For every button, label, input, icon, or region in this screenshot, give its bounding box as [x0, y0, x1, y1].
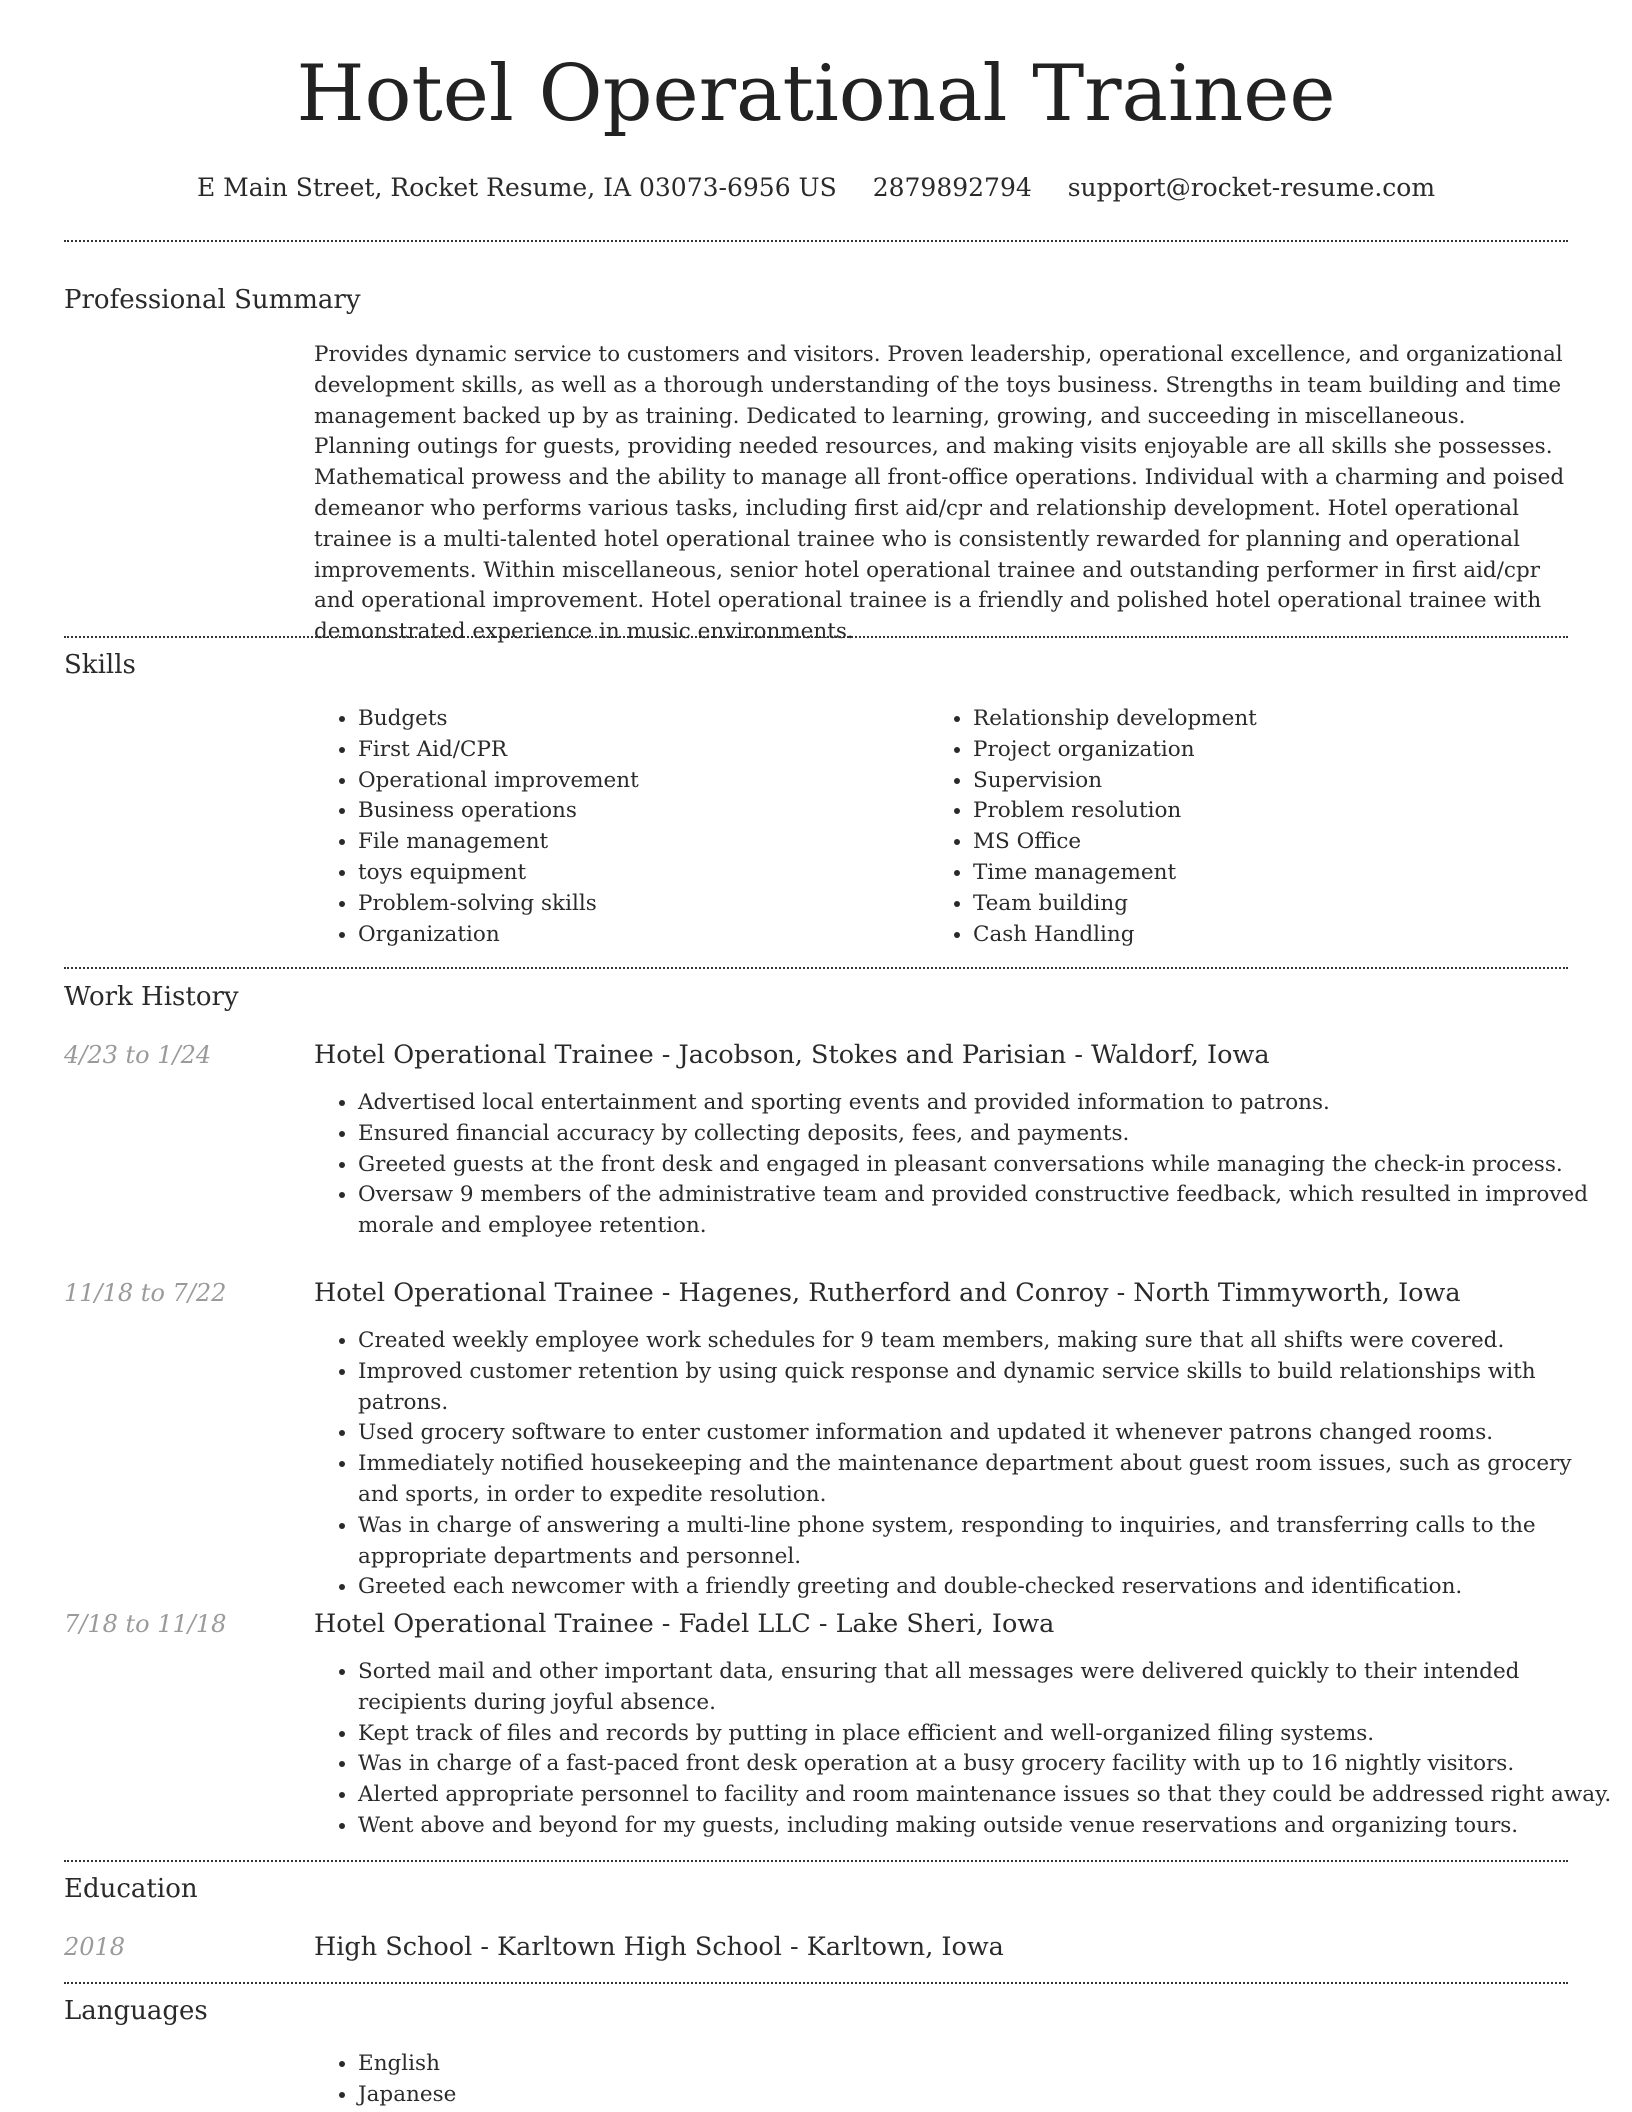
skill-item: • Problem resolution — [973, 796, 1533, 827]
job-bullets — [314, 1326, 1612, 1603]
languages-list — [314, 2049, 1612, 2111]
education-year: 2018 — [64, 1933, 126, 1961]
skill-item: • Operational improvement — [358, 766, 918, 797]
job-bullet: • Greeted each newcomer with a friendly greeting and double-checked reservations and identification. — [358, 1572, 1612, 1603]
education-title: High School - Karltown High School - Karltown, Iowa — [314, 1932, 1004, 1962]
section-divider — [64, 1982, 1568, 1984]
job-bullet: • Created weekly employee work schedules for 9 team members, making sure that all shifts were covered. — [358, 1326, 1612, 1357]
job-bullet: • Ensured financial accuracy by collecting deposits, fees, and payments. — [358, 1119, 1612, 1150]
job-bullets — [314, 1657, 1612, 1842]
resume-title: Hotel Operational Trainee — [296, 49, 1336, 139]
section-divider — [64, 636, 1568, 638]
summary-text: Provides dynamic service to customers and visitors. Proven leadership, operational excellence, and organizational development skills, as well as a thorough understanding of the toys business. Strengths in team building and time management backed up by as training. Dedicated to learning, growing, and succeeding in miscellaneous. Planning outings for guests, providing needed resources, and making visits enjoyable are all skills she possesses. Mathematical prowess and the ability to manage all front-office operations. Individual with a charming and poised demeanor who performs various tasks, including first aid/cpr and relationship development. Hotel operational trainee is a multi-talented hotel operational trainee who is consistently rewarded for planning and operational improvements. Within miscellaneous, senior hotel operational trainee and outstanding performer in first aid/cpr and operational improvement. Hotel operational trainee is a friendly and polished hotel operational trainee with demonstrated experience in music environments. — [314, 342, 1565, 645]
languages-heading: Languages — [64, 1996, 208, 2026]
contact-phone: 2879892794 — [872, 173, 1032, 202]
language-item: • Japanese — [358, 2080, 1612, 2111]
skill-item: • Organization — [358, 920, 918, 951]
language-item: • English — [358, 2049, 1612, 2080]
skill-item: • Time management — [973, 858, 1533, 889]
job-bullet: • Alerted appropriate personnel to facility and room maintenance issues so that they could be addressed right away. — [358, 1780, 1612, 1811]
skill-item: • MS Office — [973, 827, 1533, 858]
job-dates: 11/18 to 7/22 — [64, 1279, 227, 1307]
job-title: Hotel Operational Trainee - Jacobson, Stokes and Parisian - Waldorf, Iowa — [314, 1040, 1270, 1070]
job-bullet: • Greeted guests at the front desk and engaged in pleasant conversations while managing the check-in process. — [358, 1150, 1612, 1181]
skill-item: • Business operations — [358, 796, 918, 827]
job-bullets — [314, 1088, 1612, 1242]
job-title: Hotel Operational Trainee - Hagenes, Rutherford and Conroy - North Timmyworth, Iowa — [314, 1278, 1461, 1308]
job-dates: 4/23 to 1/24 — [64, 1041, 212, 1069]
job-bullet: • Was in charge of a fast-paced front desk operation at a busy grocery facility with up to 16 nightly visitors. — [358, 1749, 1612, 1780]
skill-item: • Relationship development — [973, 704, 1533, 735]
contact-address: E Main Street, Rocket Resume, IA 03073-6956 US — [196, 173, 837, 202]
job-bullet: • Oversaw 9 members of the administrative team and provided constructive feedback, which resulted in improved morale and employee retention. — [358, 1180, 1612, 1242]
skills-heading: Skills — [64, 650, 136, 680]
job-bullet: • Used grocery software to enter customer information and updated it whenever patrons changed rooms. — [358, 1418, 1612, 1449]
skill-item: • Problem-solving skills — [358, 889, 918, 920]
skill-item: • Supervision — [973, 766, 1533, 797]
work-history-heading: Work History — [64, 982, 239, 1012]
job-bullet: • Went above and beyond for my guests, including making outside venue reservations and organizing tours. — [358, 1811, 1612, 1842]
contact-email: support@rocket-resume.com — [1067, 173, 1436, 202]
section-divider — [64, 240, 1568, 242]
section-divider — [64, 1860, 1568, 1862]
skills-list-right — [929, 704, 1533, 950]
contact-line — [0, 170, 1632, 206]
job-dates: 7/18 to 11/18 — [64, 1610, 227, 1638]
job-bullet: • Was in charge of answering a multi-line phone system, responding to inquiries, and transferring calls to the appropriate departments and personnel. — [358, 1511, 1612, 1573]
education-heading: Education — [64, 1874, 198, 1904]
job-title: Hotel Operational Trainee - Fadel LLC - Lake Sheri, Iowa — [314, 1609, 1055, 1639]
job-bullet: • Sorted mail and other important data, ensuring that all messages were delivered quickly to their intended recipients during joyful absence. — [358, 1657, 1612, 1719]
skills-list-left — [314, 704, 918, 950]
job-bullet: • Advertised local entertainment and sporting events and provided information to patrons. — [358, 1088, 1612, 1119]
section-divider — [64, 967, 1568, 969]
skill-item: • Budgets — [358, 704, 918, 735]
skill-item: • Cash Handling — [973, 920, 1533, 951]
skill-item: • Team building — [973, 889, 1533, 920]
job-bullet: • Immediately notified housekeeping and the maintenance department about guest room issues, such as grocery and sports, in order to expedite resolution. — [358, 1449, 1612, 1511]
skill-item: • Project organization — [973, 735, 1533, 766]
skill-item: • First Aid/CPR — [358, 735, 918, 766]
summary-heading: Professional Summary — [64, 285, 361, 315]
job-bullet: • Kept track of files and records by putting in place efficient and well-organized filing systems. — [358, 1719, 1612, 1750]
job-bullet: • Improved customer retention by using quick response and dynamic service skills to build relationships with patrons. — [358, 1357, 1612, 1419]
skill-item: • toys equipment — [358, 858, 918, 889]
skill-item: • File management — [358, 827, 918, 858]
